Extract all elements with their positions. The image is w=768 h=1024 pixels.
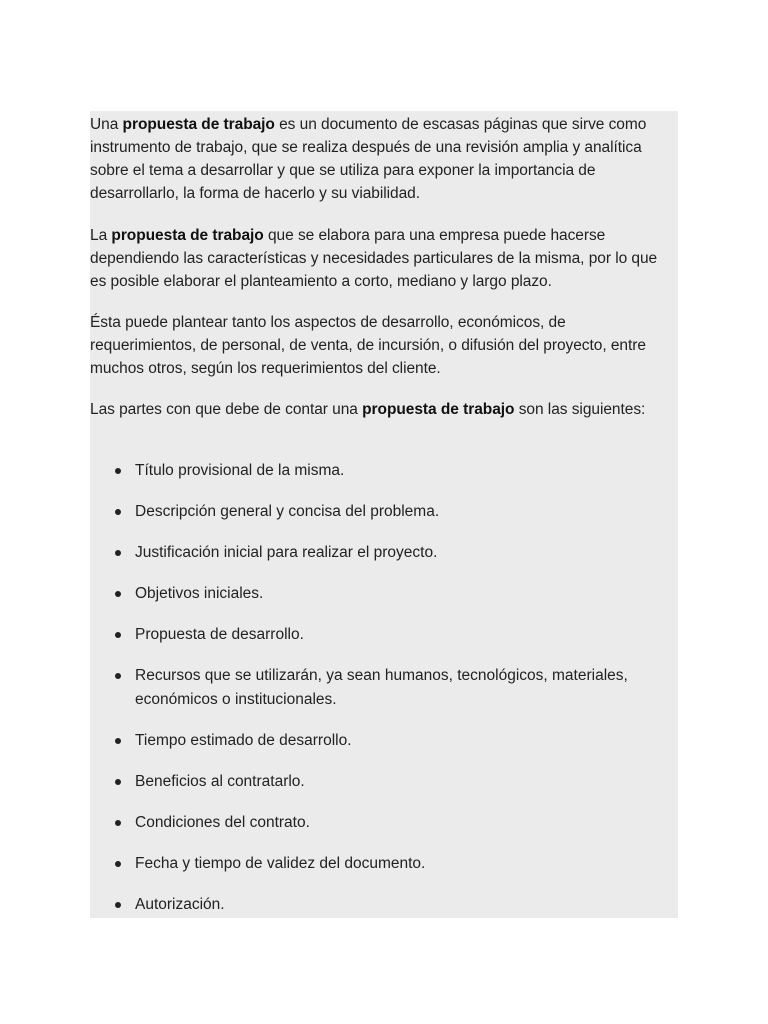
bullet-icon [115,673,121,679]
list-item-text: Fecha y tiempo de validez del documento. [135,855,426,873]
p1-seg-1-bold: propuesta de trabajo [122,116,275,133]
bullet-icon [115,820,121,826]
p2-seg-1-bold: propuesta de trabajo [111,227,264,244]
paragraph-company [90,224,675,293]
list-item-text: Descripción general y concisa del problema. [135,503,440,521]
p4-seg-1-bold: propuesta de trabajo [362,401,515,418]
list-item [90,811,678,835]
bullet-icon [115,779,121,785]
p3-seg-0: Ésta puede plantear tanto los aspectos de desarrollo, económicos, de requerimientos, de personal, de venta, de incursión, o difusión del proyecto, entre muchos otros, según los requerimientos del cliente. [90,314,646,377]
p4-seg-2: son las siguientes: [514,401,646,418]
p2-seg-2: que se elabora para una empresa puede hacerse dependiendo las características y necesidades particulares de la misma, por lo que es posible elaborar el planteamiento a corto, mediano y largo plazo. [90,227,658,290]
p1-seg-2: es un documento de escasas páginas que sirve como instrumento de trabajo, que se realiza después de una revisión amplia y analítica sobre el tema a desarrollar y que se utiliza para exponer la importancia de desarrollarlo, la forma de hacerlo y su viabilidad. [90,116,647,202]
list-item [90,541,678,565]
list-item [90,664,678,711]
document-body [90,111,678,918]
p2-seg-0: La [90,227,112,244]
list-item-text: Propuesta de desarrollo. [135,626,304,644]
bullet-icon [115,550,121,556]
list-item [90,623,678,647]
bullet-icon [115,509,121,515]
list-item-text: Beneficios al contratarlo. [135,773,305,791]
list-item [90,459,678,483]
paragraph-aspects [90,311,675,380]
p4-seg-0: Las partes con que debe de contar una [90,401,363,418]
parts-list [90,459,678,935]
list-item [90,729,678,753]
list-item-text: Título provisional de la misma. [135,462,345,479]
bullet-icon [115,861,121,867]
list-item-text: Justificación inicial para realizar el proyecto. [135,544,438,562]
p1-seg-0: Una [90,116,123,133]
list-item [90,852,678,876]
bullet-icon [115,902,121,908]
paragraph-intro [90,113,675,205]
bullet-icon [115,632,121,638]
list-item [90,582,678,606]
list-item [90,893,678,917]
paragraph-parts-intro [90,398,675,421]
list-item-text: Autorización. [135,896,225,914]
list-item [90,500,678,524]
bullet-icon [115,468,121,474]
list-item-text: Tiempo estimado de desarrollo. [135,732,352,750]
list-item [90,770,678,794]
list-item-text: Recursos que se utilizarán, ya sean humanos, tecnológicos, materiales, económicos o institucionales. [135,667,628,708]
bullet-icon [115,738,121,744]
list-item-text: Objetivos iniciales. [135,585,264,603]
bullet-icon [115,591,121,597]
list-item-text: Condiciones del contrato. [135,814,310,832]
